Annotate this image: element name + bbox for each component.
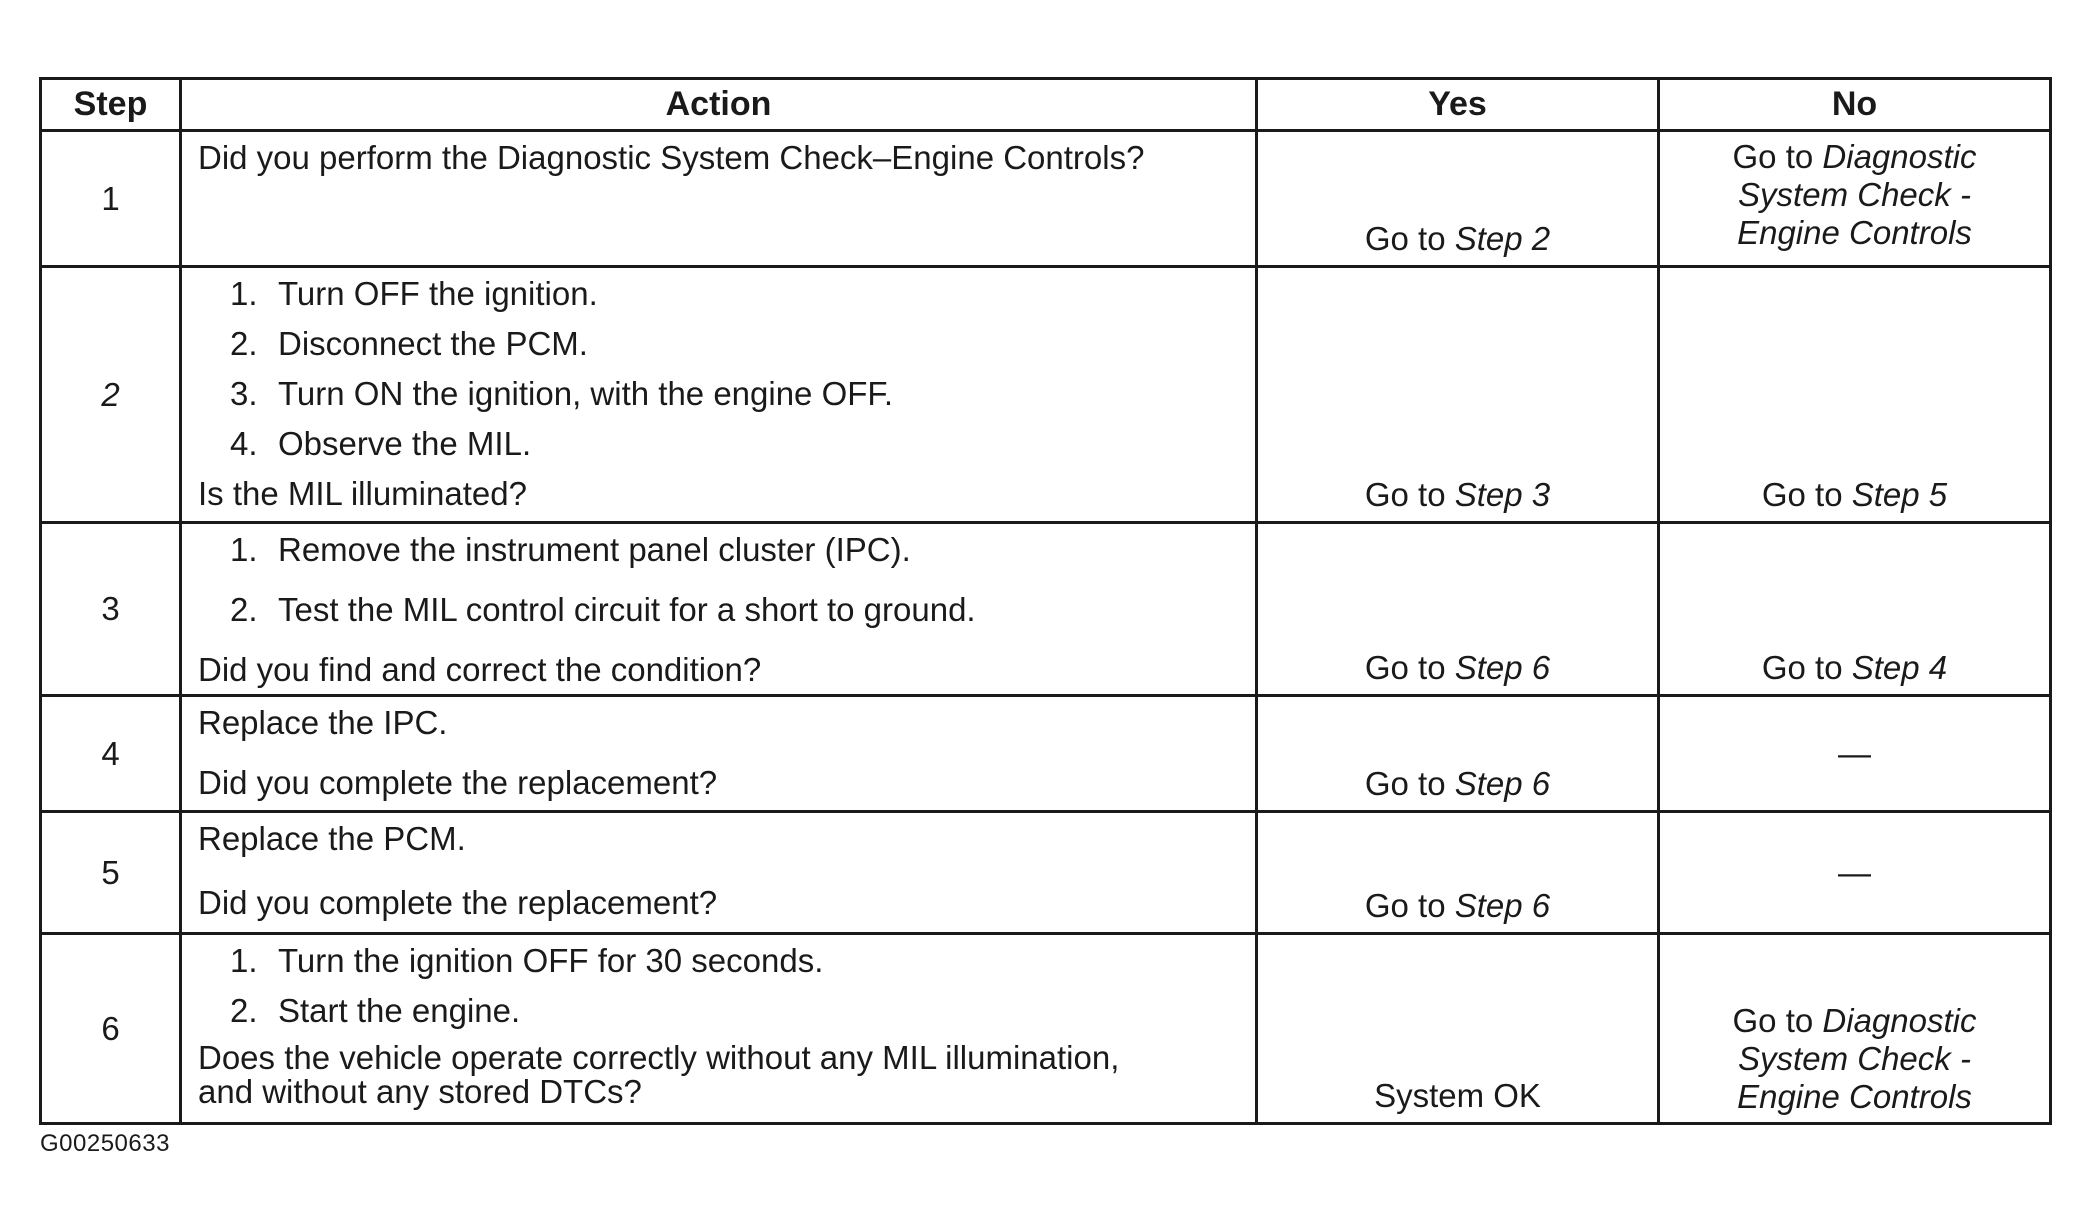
action-substep: 1. Turn the ignition OFF for 30 seconds. — [230, 942, 824, 979]
action-question-line-2: and without any stored DTCs? — [198, 1073, 642, 1110]
yes-prefix: Go to — [1364, 649, 1446, 686]
action-question: Did you complete the replacement? — [198, 884, 718, 921]
no-cell — [1659, 523, 2051, 696]
figure-code: G00250633 — [40, 1130, 170, 1157]
yes-text: System OK — [1374, 1077, 1541, 1114]
no-cell — [1659, 267, 2051, 523]
yes-link: Step 6 — [1454, 887, 1551, 924]
yes-link: Step 2 — [1454, 220, 1551, 257]
action-substep: 2. Disconnect the PCM. — [230, 325, 588, 362]
diagnostic-table-container — [39, 77, 2049, 1125]
yes-link: Step 3 — [1454, 476, 1551, 513]
yes-link: Step 6 — [1454, 649, 1551, 686]
action-question: Did you complete the replacement? — [198, 764, 718, 801]
action-text: Did you perform the Diagnostic System Check–Engine Controls? — [198, 139, 1145, 176]
action-text: Replace the PCM. — [198, 820, 466, 857]
action-cell — [181, 131, 1257, 267]
action-question: Did you find and correct the condition? — [198, 651, 762, 688]
step-number: 2 — [41, 267, 181, 523]
yes-cell — [1257, 267, 1659, 523]
no-cell — [1659, 696, 2051, 812]
no-dash: — — [1838, 853, 1871, 891]
action-text: Replace the IPC. — [198, 704, 448, 741]
action-cell — [181, 812, 1257, 934]
table-row-step-1 — [41, 131, 2051, 267]
yes-prefix: Go to — [1364, 765, 1446, 802]
no-link: Step 4 — [1851, 649, 1948, 686]
step-number: 1 — [41, 131, 181, 267]
step-number: 5 — [41, 812, 181, 934]
table-header-row — [41, 79, 2051, 131]
no-link-line-1: Diagnostic — [1822, 1002, 1977, 1039]
action-substep: 4. Observe the MIL. — [230, 425, 532, 462]
action-question-line-1: Does the vehicle operate correctly without any MIL illumination, — [198, 1039, 1120, 1076]
yes-cell — [1257, 696, 1659, 812]
no-dash: — — [1838, 734, 1871, 772]
yes-cell — [1257, 523, 1659, 696]
step-number: 6 — [41, 934, 181, 1124]
action-cell — [181, 523, 1257, 696]
action-substep: 2. Start the engine. — [230, 992, 521, 1029]
no-link-line-2: System Check - — [1738, 176, 1971, 213]
no-prefix: Go to — [1761, 649, 1843, 686]
action-substep: 1. Turn OFF the ignition. — [230, 275, 598, 312]
no-prefix: Go to — [1732, 1002, 1814, 1039]
no-prefix: Go to — [1761, 476, 1843, 513]
no-cell — [1659, 131, 2051, 267]
table-row-step-2 — [41, 267, 2051, 523]
action-cell — [181, 934, 1257, 1124]
action-cell — [181, 696, 1257, 812]
action-substep: 1. Remove the instrument panel cluster (IPC). — [230, 531, 911, 568]
action-substep: 3. Turn ON the ignition, with the engine OFF. — [230, 375, 894, 412]
no-link-line-2: System Check - — [1738, 1040, 1971, 1077]
no-link: Step 5 — [1851, 476, 1948, 513]
diagnostic-table — [39, 77, 2052, 1125]
yes-cell — [1257, 131, 1659, 267]
step-number: 3 — [41, 523, 181, 696]
no-link-line-3: Engine Controls — [1737, 1078, 1972, 1115]
yes-link: Step 6 — [1454, 765, 1551, 802]
yes-prefix: Go to — [1364, 476, 1446, 513]
header-step: Step — [41, 79, 181, 131]
yes-prefix: Go to — [1364, 887, 1446, 924]
table-row-step-3 — [41, 523, 2051, 696]
table-row-step-4 — [41, 696, 2051, 812]
no-link-line-1: Diagnostic — [1822, 138, 1977, 175]
table-row-step-6 — [41, 934, 2051, 1124]
yes-cell — [1257, 934, 1659, 1124]
no-cell — [1659, 812, 2051, 934]
header-action: Action — [181, 79, 1257, 131]
yes-prefix: Go to — [1364, 220, 1446, 257]
no-cell — [1659, 934, 2051, 1124]
no-prefix: Go to — [1732, 138, 1814, 175]
no-link-line-3: Engine Controls — [1737, 214, 1972, 251]
step-number: 4 — [41, 696, 181, 812]
action-cell — [181, 267, 1257, 523]
header-no: No — [1659, 79, 2051, 131]
header-yes: Yes — [1257, 79, 1659, 131]
yes-cell — [1257, 812, 1659, 934]
action-question: Is the MIL illuminated? — [198, 475, 527, 512]
action-substep: 2. Test the MIL control circuit for a short to ground. — [230, 591, 976, 628]
table-row-step-5 — [41, 812, 2051, 934]
